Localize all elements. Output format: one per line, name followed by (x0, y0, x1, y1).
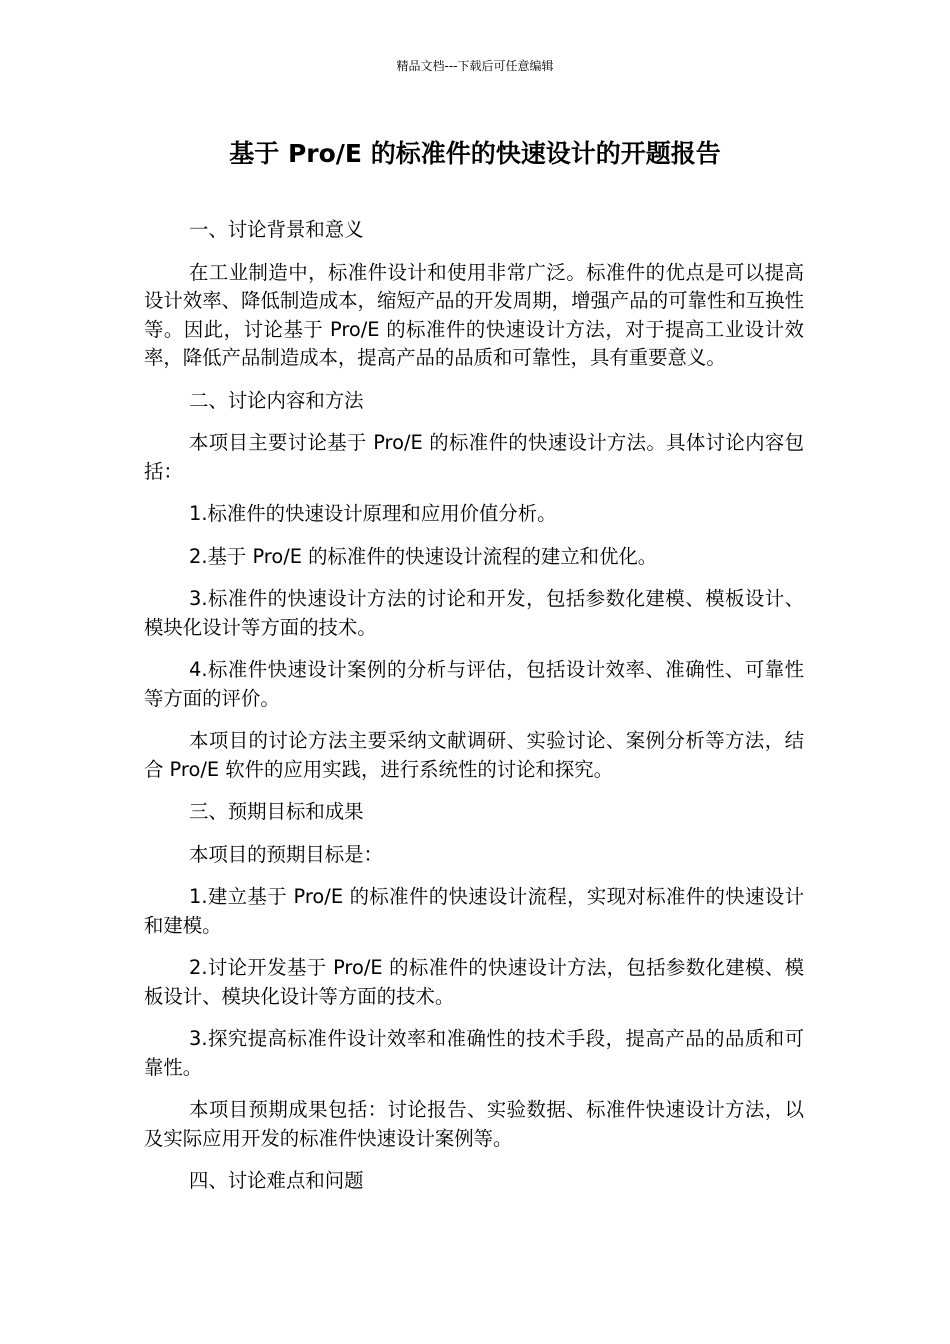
document-title: 基于 Pro/E 的标准件的快速设计的开题报告 (229, 139, 721, 168)
section-heading-difficulties: 四、讨论难点和问题 (189, 1169, 364, 1192)
paragraph-methods: 本项目的讨论方法主要采纳文献调研、实验讨论、案例分析等方法，结合 Pro/E 软件的应用实践，进行系统性的讨论和探究。 (144, 729, 804, 781)
paragraph-background: 在工业制造中，标准件设计和使用非常广泛。标准件的优点是可以提高设计效率、降低制造成本，缩短产品的开发周期，增强产品的可靠性和互换性等。因此，讨论基于 Pro/E 的标准件的快速设计方法，对于提高工业设计效率，降低产品制造成本，提高产品的品质和可靠性，具有重要意义。 (144, 260, 804, 369)
section-heading-content-methods: 二、讨论内容和方法 (189, 388, 364, 412)
list-item-content-1: 1.标准件的快速设计原理和应用价值分析。 (189, 502, 557, 525)
document-body (144, 216, 804, 1210)
list-item-goal-2: 2.讨论开发基于 Pro/E 的标准件的快速设计方法，包括参数化建模、模板设计、模块化设计等方面的技术。 (144, 956, 804, 1008)
header-note: 精品文档---下载后可任意编辑 (396, 59, 554, 73)
paragraph-content-intro: 本项目主要讨论基于 Pro/E 的标准件的快速设计方法。具体讨论内容包括： (144, 431, 804, 483)
section-heading-goals: 三、预期目标和成果 (189, 800, 364, 823)
paragraph-outcomes: 本项目预期成果包括：讨论报告、实验数据、标准件快速设计方法，以及实际应用开发的标准件快速设计案例等。 (144, 1098, 804, 1150)
section-heading-background: 一、讨论背景和意义 (189, 218, 364, 241)
paragraph-goals-intro: 本项目的预期目标是： (189, 842, 383, 866)
list-item-content-4: 4.标准件快速设计案例的分析与评估，包括设计效率、准确性、可靠性等方面的评价。 (144, 658, 804, 710)
list-item-content-2: 2.基于 Pro/E 的标准件的快速设计流程的建立和优化。 (189, 544, 658, 568)
list-item-goal-1: 1.建立基于 Pro/E 的标准件的快速设计流程，实现对标准件的快速设计和建模。 (144, 885, 804, 937)
list-item-content-3: 3.标准件的快速设计方法的讨论和开发，包括参数化建模、模板设计、模块化设计等方面的技术。 (144, 587, 804, 639)
list-item-goal-3: 3.探究提高标准件设计效率和准确性的技术手段，提高产品的品质和可靠性。 (144, 1027, 804, 1079)
